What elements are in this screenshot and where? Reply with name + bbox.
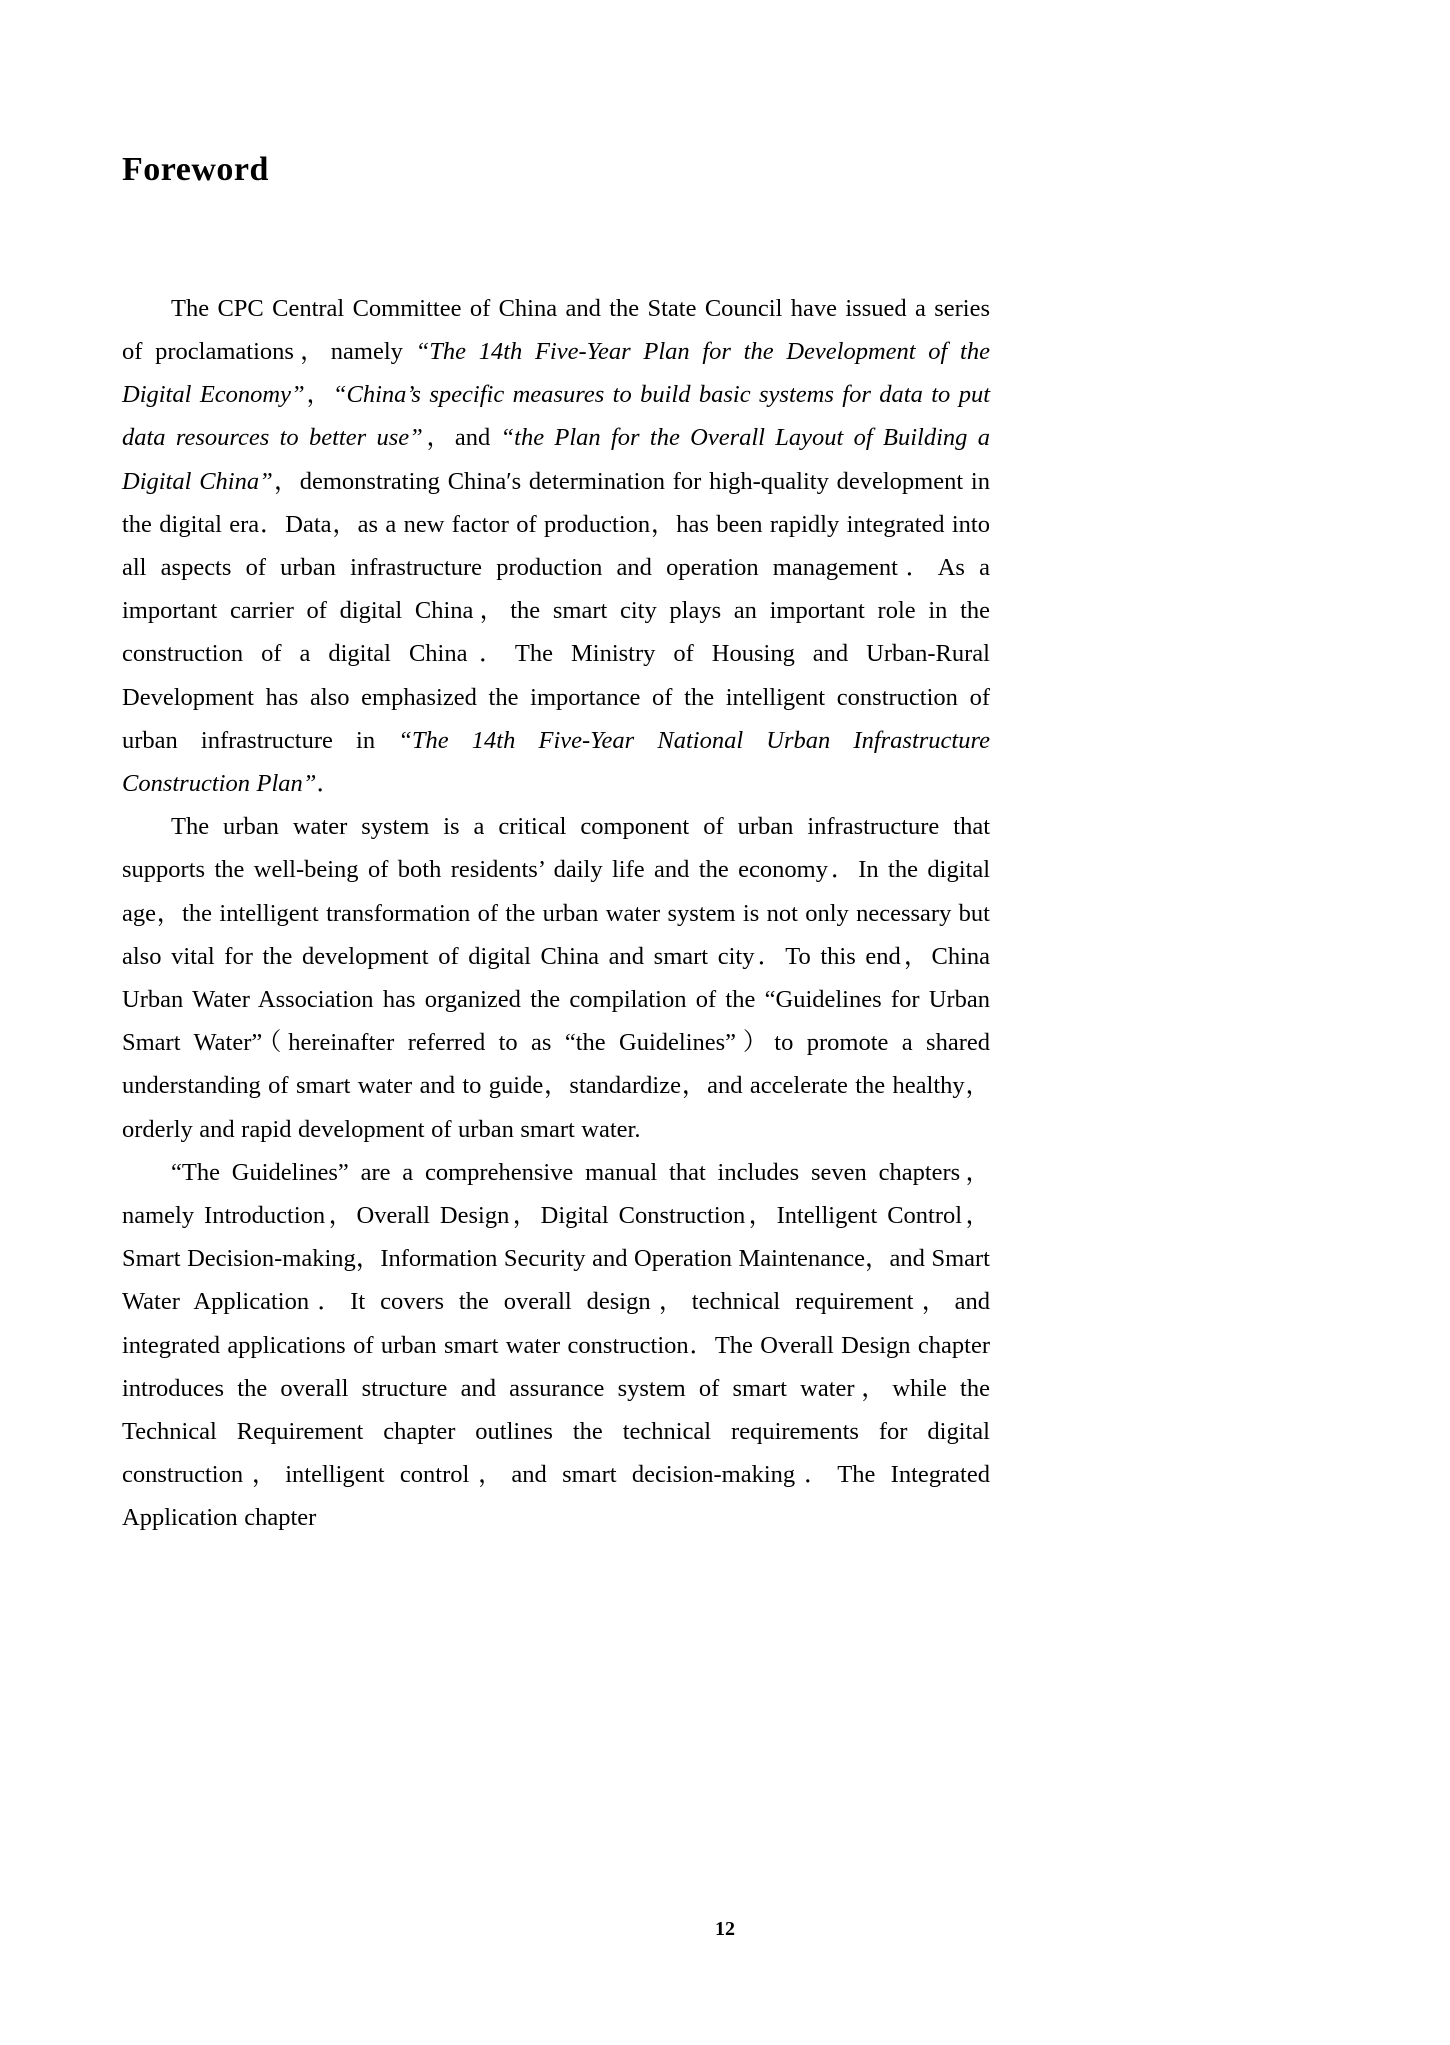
text-run: ， (304, 381, 333, 409)
text-run: ，and (422, 424, 501, 452)
text-run: “The Guidelines” are a comprehensive manual that includes seven chapters，namely Introduction，Overall Design，Digital Construction，Intelligent Control，Smart Decision-making，Information Security and Operation Maintenance，and Smart Water Application．It covers the overall design，technical requirement，and integrated applications of urban smart water construction．The Overall Design chapter introduces the overall structure and assurance system of smart water，while the Technical Requirement chapter outlines the technical requirements for digital construction，intelligent control，and smart decision-making．The Integrated Application chapter (122, 1158, 990, 1532)
text-run: ，demonstrating China′s determination for high-quality development in the digital era．Data，as a new factor of production，has been rapidly integrated into all aspects of urban infrastructure production and operation management．As a important carrier of digital China，the smart city plays an important role in the construction of a digital China．The Ministry of Housing and Urban-Rural Development has also emphasized the importance of the intelligent construction of urban infrastructure in (122, 467, 990, 754)
italic-title-run: “The 14th Five-Year National Urban Infrastructure Construction Plan” (122, 726, 990, 798)
page-content (122, 0, 990, 1540)
body-text (122, 287, 990, 1540)
page-title: Foreword (122, 151, 269, 188)
page-number: 12 (715, 1918, 735, 1940)
italic-title-run: “The 14th Five-Year Plan for the Development of the Digital Economy” (122, 338, 990, 409)
paragraph-2 (122, 805, 990, 1151)
text-run: The CPC Central Committee of China and the State Council have issued a series of proclamations，namely (122, 294, 990, 365)
italic-title-run: “China’s specific measures to build basic systems for data to put data resources to better use” (122, 381, 991, 452)
text-run: The urban water system is a critical component of urban infrastructure that supports the well-being of both residents’ daily life and the economy．In the digital age，the intelligent transformation of the urban water system is not only necessary but also vital for the development of digital China and smart city．To this end，China Urban Water Association has organized the compilation of the “Guidelines for Urban Smart Water”（hereinafter referred to as “the Guidelines”）to promote a shared understanding of smart water and to guide，standardize，and accelerate the healthy，orderly and rapid development of urban smart water. (122, 813, 990, 1143)
paragraph-3 (122, 1151, 990, 1540)
text-run: ． (316, 770, 341, 798)
paragraph-1 (122, 287, 990, 805)
italic-title-run: “the Plan for the Overall Layout of Building a Digital China” (122, 424, 990, 495)
